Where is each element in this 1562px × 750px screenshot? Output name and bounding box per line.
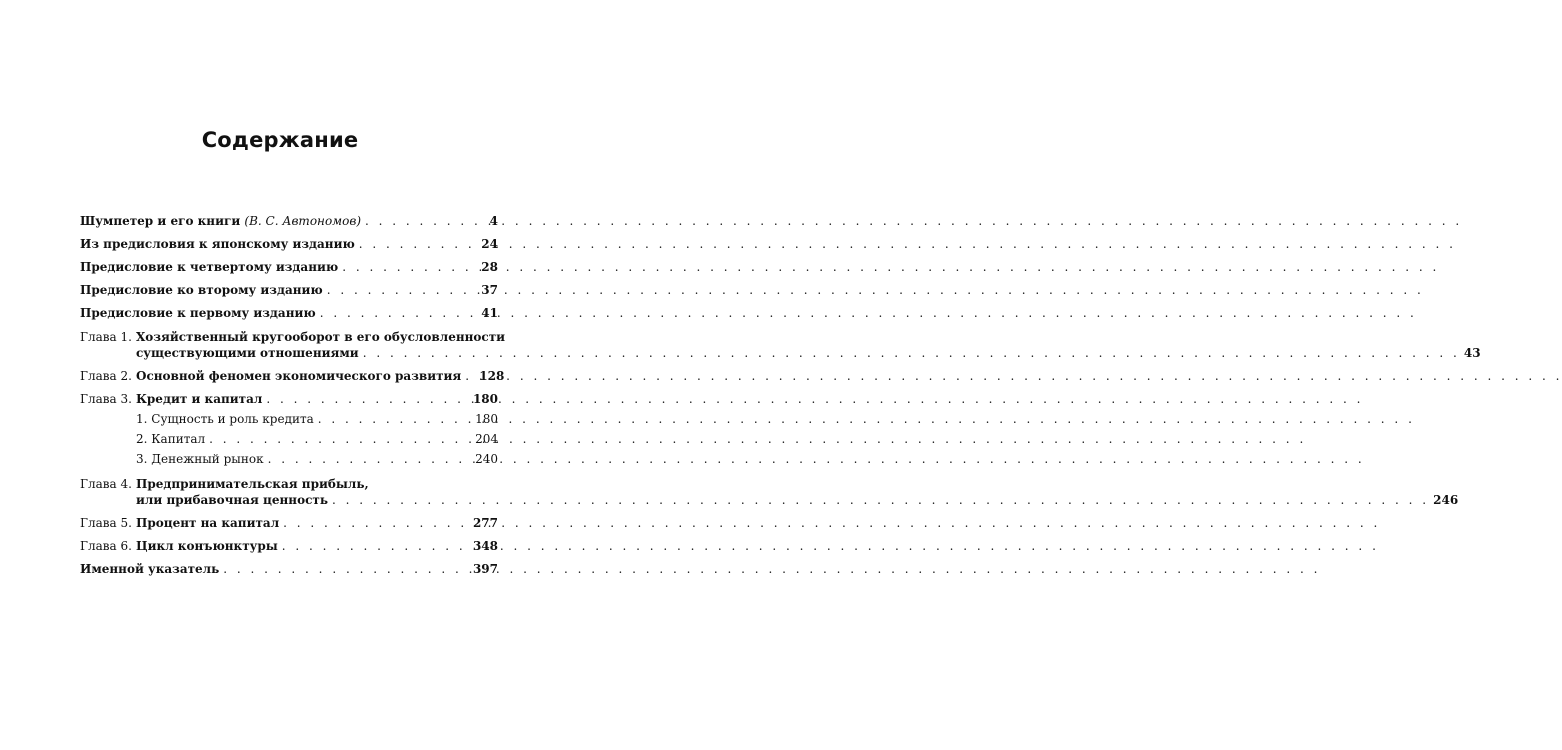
dot-leader: [342, 260, 477, 275]
toc-subentry-credit: [80, 412, 498, 427]
chapter-number: Глава 2.: [80, 369, 132, 383]
toc-entry-chapter-3: [80, 392, 498, 407]
entry-label: Цикл конъюнктуры: [136, 539, 278, 553]
dot-leader: [223, 562, 469, 577]
toc-entry-first-preface: [80, 306, 498, 321]
toc-entry-fourth-preface: [80, 260, 498, 275]
chapter-number: Глава 5.: [80, 516, 132, 530]
toc-entry-chapter-4: [80, 476, 1459, 508]
toc-entry-japanese-preface: [80, 237, 498, 252]
chapter-number: Глава 1.: [80, 330, 132, 344]
toc-entry-chapter-5: [80, 516, 498, 531]
entry-label: Кредит и капитал: [136, 392, 263, 406]
entry-label: Именной указатель: [80, 562, 220, 576]
dot-leader: [359, 237, 478, 252]
dot-leader: [268, 452, 472, 467]
entry-label: Процент на капитал: [136, 516, 280, 530]
toc-entry-chapter-1: [80, 329, 1481, 361]
entry-label: Предисловие ко второму изданию: [80, 283, 323, 297]
chapter-number: Глава 3.: [80, 392, 132, 406]
entry-label-line1: Предпринимательская прибыль,: [136, 477, 369, 491]
dot-leader: [327, 283, 478, 298]
page-number: 43: [1463, 346, 1481, 360]
chapter-number: Глава 4.: [80, 477, 132, 491]
page-title: Содержание: [201, 128, 359, 152]
entry-label: Предисловие к первому изданию: [80, 306, 316, 320]
toc-subentry-capital: [80, 432, 498, 447]
page-number: 277: [472, 516, 498, 530]
toc-entry-chapter-2: [80, 369, 505, 384]
page-number: 41: [481, 306, 498, 320]
entry-label: 1. Сущность и роль кредита: [136, 412, 314, 426]
page-number: 37: [481, 283, 498, 297]
toc-entry-second-preface: [80, 283, 498, 298]
entry-label-line2: существующими отношениями: [136, 346, 359, 360]
entry-label-line2: или прибавочная ценность: [136, 493, 328, 507]
entry-label: 2. Капитал: [136, 432, 206, 446]
dot-leader: [465, 369, 475, 384]
dot-leader: [318, 412, 471, 427]
entry-label-line1: Хозяйственный кругооборот в его обусловленности: [136, 330, 506, 344]
dot-leader: [363, 345, 1460, 361]
page-number: 204: [475, 432, 498, 446]
page-number: 246: [1433, 493, 1459, 507]
page-number: 128: [479, 369, 505, 383]
page-number: 348: [472, 539, 498, 553]
page-number: 240: [475, 452, 498, 466]
toc-entry-name-index: [80, 562, 498, 577]
dot-leader: [209, 432, 471, 447]
page-number: 180: [472, 392, 498, 406]
entry-label: Шумпетер и его книги: [80, 214, 241, 228]
entry-author: (В. С. Автономов): [244, 214, 362, 228]
table-of-contents: [80, 214, 1481, 577]
toc-subentry-money-market: [80, 452, 498, 467]
dot-leader: [283, 516, 469, 531]
dot-leader: [320, 306, 478, 321]
page-number: 180: [475, 412, 498, 426]
dot-leader: [365, 214, 486, 229]
entry-label: 3. Денежный рынок: [136, 452, 264, 466]
entry-label: Предисловие к четвертому изданию: [80, 260, 339, 274]
page-number: 4: [489, 214, 498, 228]
dot-leader: [332, 492, 1429, 508]
toc-entry-chapter-6: [80, 539, 498, 554]
entry-label: Основной феномен экономического развития: [136, 369, 462, 383]
toc-entry-schumpeter: [80, 214, 498, 229]
dot-leader: [282, 539, 469, 554]
page-number: 397: [472, 562, 498, 576]
dot-leader: [266, 392, 469, 407]
chapter-number: Глава 6.: [80, 539, 132, 553]
entry-label: Из предисловия к японскому изданию: [80, 237, 355, 251]
page-number: 28: [481, 260, 498, 274]
page-number: 24: [481, 237, 498, 251]
